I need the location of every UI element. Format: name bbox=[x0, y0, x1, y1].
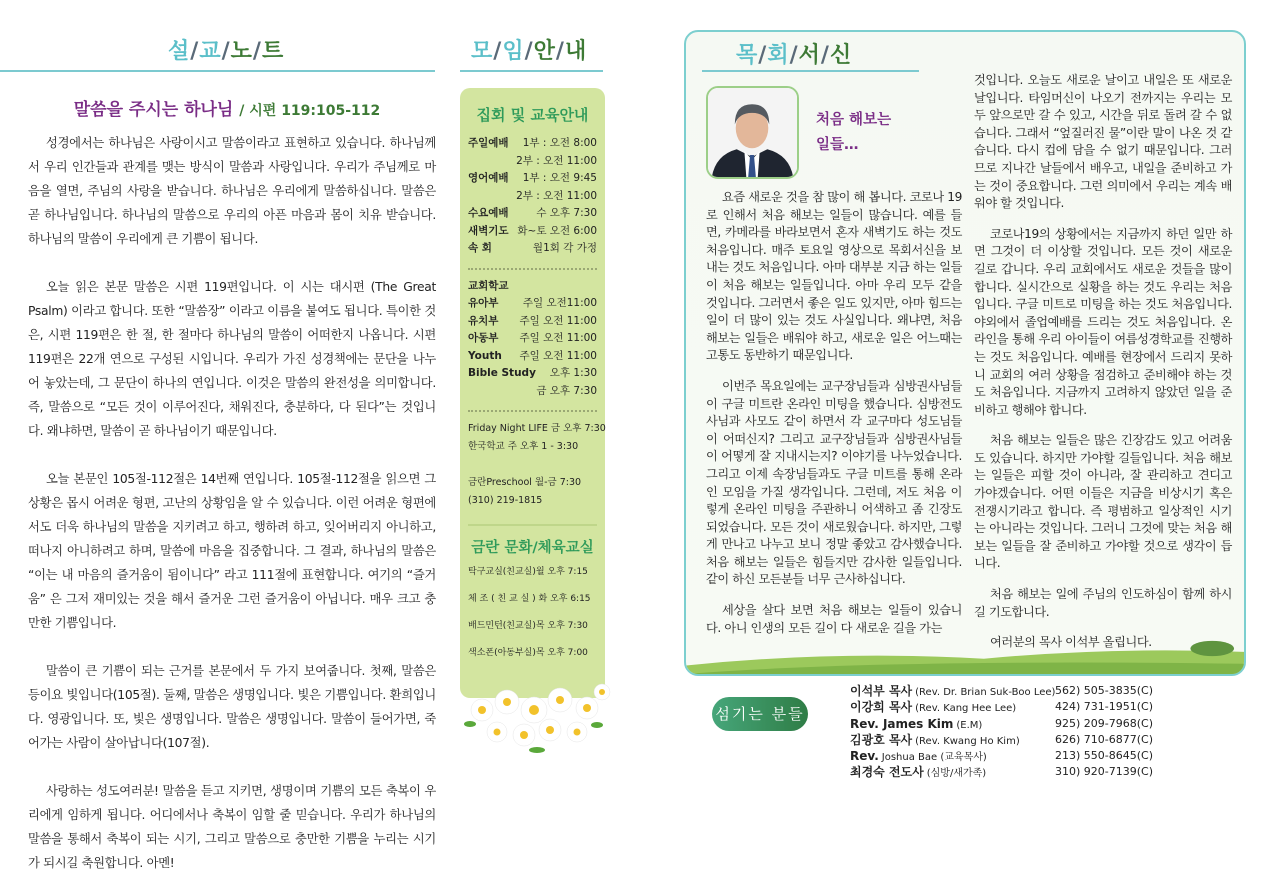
culture-class: 체 조 ( 친 교 실 ) 화 오후 6:15 bbox=[468, 594, 591, 604]
sermon-notes-header: 설/교/노/트 bbox=[168, 39, 285, 64]
schedule-name: 영어예배 bbox=[468, 172, 509, 184]
schedule-name: 아동부 bbox=[468, 332, 499, 344]
staff-list bbox=[850, 684, 1153, 782]
culture-class: 색소폰(아동부실)목 오후 7:00 bbox=[468, 648, 588, 658]
divider bbox=[468, 524, 597, 526]
schedule-time: 수 오후 7:30 bbox=[536, 207, 597, 219]
sermon-paragraph: 오늘 본문인 105절-112절은 14번째 연입니다. 105절-112절을 읽으면 그 상황은 몹시 어려운 형편, 고난의 상황임을 알 수 있습니다. 이런 어려운 형편에서도 더욱 하나님의 말씀을 지키려고 하고, 행하려 하고, 잊어버리지 아니하고, 떠나지 아니하려고 하며, 말씀에 마음을 집중합니다. 그 결과, 하나님의 말씀은 “이는 내 마음의 즐거움이 됨이니다” 라고 111절에 표현합니다. 여기의 “즐거움” 은 그저 재미있는 것을 해서 즐거운 그런 즐거움이 아닙니다. 매우 크고 충만한 기쁨입니다. bbox=[28, 472, 436, 630]
schedule-note: 금란Preschool 월-금 7:30 bbox=[468, 477, 582, 488]
schedule-row bbox=[468, 348, 597, 366]
staff-phone: 310) 920-7139(C) bbox=[1055, 765, 1154, 779]
staff-phone: 626) 710-6877(C) bbox=[1055, 732, 1154, 746]
schedule-time: 주일 오전 11:00 bbox=[519, 349, 597, 362]
staff-member bbox=[850, 733, 1153, 749]
letter-column-2 bbox=[974, 72, 1232, 665]
schedule-name: 유치부 bbox=[468, 314, 499, 327]
schedule-time: 1부 : 오전 9:45 bbox=[522, 172, 597, 184]
schedule-name bbox=[468, 153, 512, 171]
letter-paragraph: 처음 해보는 일에 주님의 인도하심이 함께 하시길 기도합니다. bbox=[974, 587, 1232, 619]
letter-paragraph: 요즘 새로운 것을 참 많이 해 봅니다. 코로나 19로 인해서 처음 해보는 일들이 많습니다. 예를 들면, 카메라를 바라보면서 혼자 새벽기도 하는 것도 처음입니다. 매주 토요일 영상으로 목회서신을 보내는 것도 처음입니다. 아마 대부분 지금 하는 일들이 처음 해보는 일들입니다. 아마 우리 모두 같을 것입니다. 그러면서 좋은 일도 있지만, 아마 힘드는 일이 더 많이 있는 것도 사실입니다. 왜냐면, 처음 해보는 일들은 배워야 하고, 새로운 일은 어느때는 고통도 동반하기 때문입니다. bbox=[706, 190, 962, 363]
schedule-note: (310) 219-1815 bbox=[468, 495, 543, 506]
schedule-time: 주일 오전 11:00 bbox=[519, 314, 597, 327]
staff-english-name: (Rev. Kang Hee Lee) bbox=[915, 703, 1017, 715]
schedule-name: Youth bbox=[468, 349, 502, 362]
sermon-notes bbox=[28, 95, 436, 875]
staff-name-group bbox=[850, 733, 1055, 749]
staff-name-group bbox=[850, 684, 1055, 700]
staff-english-name: (Rev. Dr. Brian Suk-Boo Lee) bbox=[915, 687, 1056, 698]
staff-member bbox=[850, 717, 1153, 733]
schedule-row bbox=[468, 223, 597, 241]
school-title: 교회학교 bbox=[468, 279, 509, 292]
culture-class: 탁구교실(친교실)월 오후 7:15 bbox=[468, 567, 588, 577]
schedule-name: 주일예배 bbox=[468, 137, 509, 149]
staff-phone: 424) 731-1951(C) bbox=[1055, 700, 1154, 714]
staff-name: Rev. bbox=[850, 749, 879, 764]
letter-paragraph: 세상을 살다 보면 처음 해보는 일들이 있습니다. 아니 인생의 모든 길이 다 새로운 길을 가는 bbox=[706, 603, 962, 635]
sermon-paragraph: 성경에서는 하나님은 사랑이시고 말씀이라고 표현하고 있습니다. 하나님께서 우리 인간들과 관계를 맺는 방식이 말씀과 사랑입니다. 우리가 주님께로 마음을 열면, 주님의 사랑을 받습니다. 하나님은 우리에게 말씀하십니다. 말씀은 곧 하나님입니다. 하나님의 말씀으로 우리의 아픈 마음과 몸이 치유 받습니다. 하나님의 말씀이 우리에게 큰 기쁨이 됩니다. bbox=[28, 136, 436, 246]
schedule-row bbox=[468, 240, 597, 258]
schedule-row bbox=[468, 135, 597, 153]
staff-phone: 562) 505-3835(C) bbox=[1055, 684, 1154, 697]
staff-member bbox=[850, 684, 1153, 700]
culture-title: 금란 문화/체육교실 bbox=[471, 540, 594, 556]
letter-signature: 여러분의 목사 이석부 올립니다. bbox=[990, 635, 1152, 650]
staff-name-group bbox=[850, 700, 1055, 716]
staff-english-name: (심방/새가족) bbox=[926, 768, 987, 780]
schedule-row bbox=[468, 295, 597, 313]
schedule-name: 수요예배 bbox=[468, 207, 509, 219]
daisy-flowers-decoration bbox=[462, 680, 612, 755]
staff-name: 이석부 목사 bbox=[850, 684, 913, 698]
staff-name-group bbox=[850, 749, 1055, 765]
sermon-title: 말씀을 주시는 하나님 / 시편 119:105-112 bbox=[73, 100, 381, 120]
staff-name-group bbox=[850, 765, 1055, 781]
meeting-guide-header: 모/임/안/내 bbox=[471, 39, 588, 64]
staff-english-name: (E.M) bbox=[956, 719, 983, 731]
schedule-time: 1부 : 오전 8:00 bbox=[522, 137, 597, 149]
pastor-letter-panel bbox=[684, 30, 1246, 676]
schedule-time: 오후 1:30 bbox=[549, 367, 597, 379]
schedule-row bbox=[468, 170, 597, 188]
schedule-name: 속 회 bbox=[468, 242, 492, 254]
letter-paragraph: 처음 해보는 일들은 많은 긴장감도 있고 어려움도 있습니다. 하지만 가야할 길들입니다. 처음 해보는 일들은 피할 것이 아니라, 잘 관리하고 견디고 가야겠습니다. 어떤 이들은 지금을 비상시기 혹은 전쟁시기라고 합니다. 즉 평범하고 일상적인 시기는 아니라는 것입니다. 그러니 그것에 맞는 처음 해보는 일들을 잘 준비하고 가야할 것으로 생각이 듭니다. bbox=[974, 433, 1232, 571]
schedule-time: 2부 : 오전 11:00 bbox=[516, 189, 597, 202]
pastor-letter-header: 목/회/서/신 bbox=[736, 43, 853, 68]
letter-paragraph: 것입니다. 오늘도 새로운 날이고 내일은 또 새로운 날입니다. 타임머신이 나오기 전까지는 우리는 모두 앞으로만 갈 수 있고, 시간을 뒤로 돌려 갈 수 없습니다. 그래서 “엎질러진 물”이란 말이 나온 것 같습니다. 다시 컵에 담을 수 없기 때문입니다. 그러므로 지나간 날들에서 배우고, 내일을 준비하고 가는 것이 중요합니다. 그런 의미에서 우리는 계속 배워야 할 것입니다. bbox=[974, 73, 1232, 211]
schedule-time: 2부 : 오전 11:00 bbox=[516, 154, 597, 167]
schedule-note: Friday Night LIFE 금 오후 7:30 bbox=[468, 423, 606, 434]
schedule-row bbox=[468, 188, 597, 206]
divider bbox=[702, 70, 919, 72]
sermon-paragraph: 사랑하는 성도여러분! 말씀을 듣고 지키면, 생명이며 기쁨의 모든 축복이 우리에게 임하게 됩니다. 어디에서나 축복이 임할 줄 믿습니다. 우리가 하나님의 말씀을 통해서 축복이 되는 시기, 그리고 말씀으로 충만한 기쁨을 누리는 시기가 되시길 축원합니다. 아멘! bbox=[28, 784, 436, 870]
schedule-name: Bible Study bbox=[468, 367, 536, 379]
staff-english-name: (Rev. Kwang Ho Kim) bbox=[915, 735, 1020, 747]
staff-phone: 213) 550-8645(C) bbox=[1055, 749, 1154, 763]
schedule-time: 금 오후 7:30 bbox=[536, 384, 597, 397]
schedule-note: 한국학교 주 오후 1 - 3:30 bbox=[468, 441, 579, 452]
schedule-note bbox=[468, 456, 597, 474]
dotted-divider bbox=[468, 268, 597, 270]
serving-staff-label: 섬기는 분들 bbox=[712, 697, 808, 731]
schedule-time: 화~토 오전 6:00 bbox=[517, 224, 597, 237]
letter-paragraph: 이번주 목요일에는 교구장님들과 심방권사님들이 구글 미트란 온라인 미팅을 했습니다. 심방전도사님과 사모도 같이 하면서 각 교구마다 성도님들이 어떠신지? 그리고 교구장님들과 심방권사님들이 어떻게 잘 지내시는지? 이야기를 나누었습니다. 그리고 이제 속장님들과도 구글 미트를 통해 온라인 모임을 가질 생각입니다. 그런데, 저도 처음 이렇게 온라인 미팅을 주관하니 어색하고 좀 긴장도 되었습니다. 모든 것이 새로웠습니다. 하지만, 그렇게 만나고 나누고 보니 정말 좋았고 감사했습니다. 처음 해보는 일들은 힘들지만 감사한 일들입니다. 같이 하신 모든분들 너무 근사하십니다. bbox=[706, 378, 962, 587]
staff-member bbox=[850, 765, 1153, 781]
culture-class: 배드민턴(친교실)목 오후 7:30 bbox=[468, 621, 588, 631]
staff-member bbox=[850, 749, 1153, 765]
staff-name: 최경숙 전도사 bbox=[850, 765, 924, 780]
staff-phone: 925) 209-7968(C) bbox=[1055, 716, 1154, 730]
staff-english-name: Joshua Bae (교육목사) bbox=[881, 752, 987, 764]
scripture-reference: / 시편 119:105-112 bbox=[239, 103, 381, 119]
schedule-row bbox=[468, 205, 597, 223]
schedule-row bbox=[468, 365, 597, 383]
dotted-divider bbox=[468, 410, 597, 412]
sermon-paragraph: 오늘 읽은 본문 말씀은 시편 119편입니다. 이 시는 대시편 (The Great Psalm) 이라고 합니다. 또한 “말씀장” 이라고 이름을 붙여도 됩니다. 특이한 것은, 시편 119편은 한 절, 한 절마다 하나님의 말씀이 어떠한지 나옵니다. 시편 119편은 22개 연으로 구성된 시입니다. 우리가 가진 성경책에는 문단을 나누어 놓았는데, 그 문단이 하나의 연입니다. 이것은 말씀의 완전성을 의미합니다. 즉, 말씀으로 “모든 것이 이루어진다, 채워진다, 충분하다, 다 된다”는 것입니다. 왜냐하면, 말씀이 곧 하나님이기 때문입니다. bbox=[28, 280, 436, 438]
schedule-row bbox=[468, 383, 597, 401]
schedule-box bbox=[460, 88, 605, 698]
schedule-title: 집회 및 교육안내 bbox=[476, 106, 589, 124]
staff-name: 김광호 목사 bbox=[850, 732, 913, 747]
schedule-time: 주일 오전 11:00 bbox=[519, 332, 597, 344]
staff-name: 이강희 목사 bbox=[850, 700, 913, 715]
letter-column-1 bbox=[706, 189, 962, 650]
schedule-time: 주일 오전11:00 bbox=[522, 297, 597, 309]
schedule-time: 월1회 각 가정 bbox=[532, 242, 597, 254]
schedule-row bbox=[468, 153, 597, 171]
pastor-photo bbox=[706, 86, 799, 179]
sermon-paragraph: 말씀이 큰 기쁨이 되는 근거를 본문에서 두 가지 보여줍니다. 첫째, 말씀은 등이요 빛입니다(105절). 둘째, 말씀은 생명입니다. 빛은 기쁨입니다. 환희입니다. 영광입니다. 또, 빛은 생명입니다. 말씀은 생명입니다. 말씀이 들어가면, 죽어가는 사람이 살아납니다(107절). bbox=[28, 664, 436, 750]
divider bbox=[0, 70, 435, 72]
schedule-name bbox=[468, 383, 512, 401]
letter-title: 처음 해보는 일들… bbox=[816, 112, 892, 153]
staff-name-group bbox=[850, 717, 1055, 733]
schedule-name bbox=[468, 188, 512, 206]
staff-member bbox=[850, 700, 1153, 716]
schedule-name: 새벽기도 bbox=[468, 224, 509, 237]
letter-paragraph: 코로나19의 상황에서는 지금까지 하던 일만 하면 그것이 더 이상할 것입니다. 모든 것이 새로운 길로 갑니다. 우리 교회에서도 새로운 것들을 많이 합니다. 실시간으로 실황을 하는 것도 우리는 처음입니다. 구글 미트로 미팅을 하는 것도 처음입니다. 야외에서 졸업예배를 드리는 것도 처음입니다. 온라인을 통해 우리 아이들이 여름성경학교를 진행하는 것도 처음입니다. 예배를 현장에서 드리지 못하니 교회의 여러 상황을 점검하고 준비해야 하는 것도 처음입니다. 지금까지 고려하지 않았던 일을 준비하고 행해야 합니다. bbox=[974, 226, 1232, 417]
staff-name: Rev. James Kim bbox=[850, 716, 954, 731]
schedule-row bbox=[468, 313, 597, 331]
schedule-row bbox=[468, 330, 597, 348]
schedule-name: 유아부 bbox=[468, 297, 499, 309]
divider bbox=[460, 70, 603, 72]
